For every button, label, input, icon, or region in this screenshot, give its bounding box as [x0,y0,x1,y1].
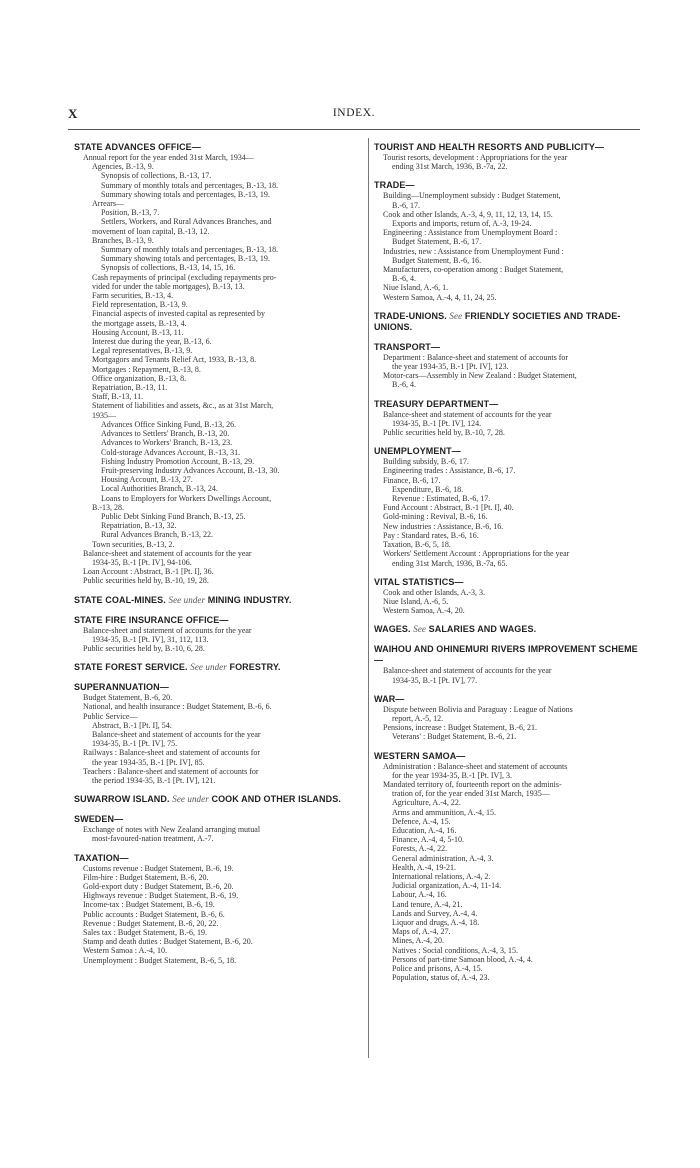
index-line: Public securities held by, B.-10, 7, 28. [383,428,505,438]
index-line: Niue Island, A.-6, 5. [383,596,449,606]
see-reference-label: See under [168,594,206,605]
index-heading [74,662,362,673]
index-heading [374,142,642,153]
index-heading [374,342,642,353]
index-line: Annual report for the year ended 31st March, 1934— [83,153,254,162]
index-entry [74,595,362,606]
index-line: Teachers : Balance-sheet and statement of accounts for [83,766,259,776]
index-heading [374,624,642,635]
index-heading [374,577,642,588]
index-line: 1934-35, B.-1 [Pt. IV], 75. [92,739,178,749]
index-line: Niue Island, A.-6, 1. [383,283,449,293]
index-line: Statement of liabilities and assets, &c., as at 31st March, [92,401,274,411]
index-line: General administration, A.-4, 3. [392,853,494,863]
see-reference-label: See [449,310,463,321]
index-line: Financial aspects of invested capital as represented by [92,309,266,319]
index-heading-text: TRADE— [374,180,415,191]
index-line: Finance, B.-6, 17. [383,475,441,485]
index-heading-text: WAIHOU AND OHINEMURI RIVERS IMPROVEMENT SCHEME— [374,644,638,666]
index-line: Synopsis of collections, B.-13, 14, 15, 16. [101,263,236,273]
index-line: 1934-35, B.-1 [Pt. IV], 77. [392,675,478,685]
index-heading-text: TRADE-UNIONS. [374,310,447,321]
index-line: Pay : Standard rates, B.-6, 16. [383,530,479,540]
index-line: Education, A.-4, 16. [392,825,457,835]
index-line: New industries : Assistance, B.-6, 16. [383,521,504,531]
index-entry [374,644,642,684]
index-line: Revenue : Estimated, B.-6, 17. [392,494,491,504]
cross-reference: MINING INDUSTRY. [207,594,292,605]
index-heading [374,399,642,410]
index-line: Arrears— [92,199,124,209]
index-entry [374,399,642,438]
index-line: Cook and other Islands, A.-3, 3. [383,587,485,597]
index-heading [374,180,642,191]
index-heading [374,311,642,333]
index-line: Balance-sheet and statement of accounts for the year [92,729,261,739]
index-line: Defence, A.-4, 15. [392,816,451,826]
index-line: Railways : Balance-sheet and statement of accounts for [83,748,261,758]
index-heading-text: WESTERN SAMOA— [374,750,466,761]
index-line: Agencies, B.-13, 9. [92,162,154,172]
index-entry [74,794,362,805]
index-line: Agriculture, A.-4, 22. [392,798,461,808]
index-line: Arms and ammunition, A.-4, 15. [392,807,496,817]
index-line: Building—Unemployment subsidy : Budget Statement, [383,191,561,201]
page-number: X [68,106,78,121]
index-line: Stamp and death duties : Budget Statement, B.-6, 20. [83,937,253,947]
index-line: Exchange of notes with New Zealand arranging mutual [83,825,261,835]
index-line: Repatriation, B.-13, 11. [92,383,168,393]
index-line: Fishing Industry Promotion Account, B.-13, 29. [101,456,255,466]
index-line: Labour, A.-4, 16. [392,890,447,900]
index-heading-text: STATE ADVANCES OFFICE— [74,142,201,152]
index-line: the mortgage assets, B.-13, 4. [92,318,187,328]
index-heading-text: STATE COAL-MINES. [74,594,166,605]
index-line: Rural Advances Branch, B.-13, 22. [101,530,213,540]
index-line: Summary showing totals and percentages, B.-13, 19. [101,189,270,199]
index-entry [74,662,362,673]
index-line: Health, A.-4, 19-21. [392,862,456,872]
index-line: National, and health insurance : Budget Statement, B.-6, 6. [83,702,272,712]
index-line: Synopsis of collections, B.-13, 17. [101,171,212,181]
index-line: Highways revenue : Budget Statement, B.-6, 19. [83,891,239,901]
index-heading [374,446,642,457]
index-line: Budget Statement, B.-6, 20. [83,693,173,703]
index-line: Office organization, B.-13, 8. [92,373,187,383]
index-line: Mortgages : Repayment, B.-13, 8. [92,364,201,374]
index-line: Lands and Survey, A.-4, 4. [392,908,478,918]
index-line: Public accounts : Budget Statement, B.-6, 6. [83,909,225,919]
index-line: Building subsidy, B.-6, 17. [383,457,469,467]
index-line: Public Service— [83,711,138,721]
index-line: Field representation, B.-13, 9. [92,300,188,310]
index-line: Public Debt Sinking Fund Branch, B.-13, 25. [101,511,246,521]
index-line: Balance-sheet and statement of accounts for the year [83,548,252,558]
index-line: Mines, A.-4, 20. [392,936,444,946]
index-line: Budget Statement, B.-6, 16. [392,255,482,265]
index-line: Exports and imports, return of, A.-3, 19-24. [392,219,532,229]
index-line: ending 31st March, 1936, B.-7a, 22. [392,162,508,172]
index-heading-text: SUWARROW ISLAND. [74,794,170,805]
index-entry [374,180,642,301]
index-entry [374,446,642,567]
see-reference-label: See under [190,662,227,673]
index-line: Farm securities, B.-13, 4. [92,291,174,301]
cross-reference: FORESTRY. [229,662,281,673]
index-heading-text: STATE FOREST SERVICE. [74,662,188,673]
index-line: B.-6, 4. [392,380,416,390]
index-line: Forests, A.-4, 22. [392,844,448,854]
index-line: Cash repayments of principal (excluding repayments pro- [92,272,277,282]
index-line: Mortgagors and Tenants Relief Act, 1933, B.-13, 8. [92,355,257,365]
index-line: Summary of monthly totals and percentages, B.-13, 18. [101,245,279,255]
index-line: most-favoured-nation treatment, A.-7. [92,834,214,844]
index-line: Public securities held by, B.-10, 6, 28. [83,643,205,653]
index-heading-text: TOURIST AND HEALTH RESORTS AND PUBLICITY— [374,142,605,152]
index-line: Local Authorities Branch, B.-13, 24. [101,484,218,494]
see-reference-label: See under [172,794,209,805]
index-heading-text: STATE FIRE INSURANCE OFFICE— [74,614,229,625]
index-heading [374,751,642,762]
index-line: tration of, for the year ended 31st March, 1935— [392,789,550,799]
index-line: Budget Statement, B.-6, 17. [392,237,482,247]
cross-reference: FRIENDLY SOCIETIES AND TRADE-UNIONS. [374,310,621,332]
index-line: Balance-sheet and statement of accounts for the year [383,409,552,419]
index-line: Loans to Employers for Workers Dwellings Account, [101,493,272,503]
index-entry [374,751,642,983]
index-line: 1934-35, B.-1 [Pt. IV], 94-106. [92,557,192,567]
index-line: Unemployment : Budget Statement, B.-6, 5, 18. [83,955,237,965]
index-line: Loan Account : Abstract, B.-1 [Pt. I], 36. [83,567,214,577]
index-line: Interest due during the year, B.-13, 6. [92,337,212,347]
index-line: Advances Office Sinking Fund, B.-13, 26. [101,419,237,429]
index-line: Pensions, increase : Budget Statement, B.-6, 21. [383,723,537,733]
index-heading [74,814,362,825]
index-line: Manufacturers, co-operation among : Budget Statement, [383,265,564,275]
index-line: Police and prisons, A.-4, 15. [392,964,483,973]
index-line: Town securities, B.-13, 2. [92,539,175,549]
index-entry [374,342,642,390]
index-entry [374,577,642,616]
index-line: Customs revenue : Budget Statement, B.-6, 19. [83,863,234,873]
index-entry [374,694,642,742]
index-line: 1934-35, B.-1 [Pt. IV], 31, 112, 113. [92,634,209,644]
index-heading-text: WAR— [374,693,405,704]
index-line: Liquor and drugs, A.-4, 18. [392,917,480,927]
index-entry [74,142,362,586]
index-line: 1935— [92,410,116,420]
index-line: report, A.-5, 12. [392,713,444,723]
index-line: Income-tax : Budget Statement, B.-6, 19. [83,900,215,910]
index-column-right [374,142,642,991]
index-heading-text: WAGES. [374,624,411,635]
page-title: INDEX. [332,107,376,119]
index-line: Finance, A.-4, 4, 5-10. [392,835,464,845]
index-line: Land tenure, A.-4, 21. [392,899,463,909]
index-line: Fund Account : Abstract, B.-1 [Pt. I], 40. [383,503,514,513]
index-heading-text: SWEDEN— [74,814,124,825]
index-line: Public securities held by, B.-10, 19, 28. [83,576,209,586]
index-entry [374,142,642,171]
index-line: Veterans' : Budget Statement, B.-6, 21. [392,732,517,742]
index-line: Engineering trades : Assistance, B.-6, 17. [383,466,516,476]
index-line: the period 1934-35, B.-1 [Pt. IV], 121. [92,775,216,785]
index-line: B.-13, 28. [92,502,124,512]
index-heading [374,644,642,666]
page-header [68,106,640,122]
index-heading [74,615,362,626]
index-line: vided for under the table mortgages), B.-13, 13. [92,281,245,291]
index-column-left [74,142,362,974]
header-rule [68,129,640,130]
index-line: B.-6, 17. [392,200,420,210]
index-line: 1934-35, B.-1 [Pt. IV], 124. [392,418,482,428]
see-reference-label: See [413,624,427,635]
index-line: Mandated territory of, fourteenth report on the adminis- [383,779,562,789]
index-line: Persons of part-time Samoan blood, A.-4, 4. [392,954,533,964]
index-heading [74,853,362,864]
cross-reference: SALARIES AND WAGES. [428,624,537,635]
index-line: movement of loan capital, B.-13, 12. [92,226,210,236]
index-line: Settlers, Workers, and Rural Advances Branches, and [101,217,272,227]
index-line: Legal representatives, B.-13, 9. [92,346,193,356]
index-line: Maps of, A.-4, 27. [392,927,451,937]
index-heading-text: SUPERANNUATION— [74,682,169,693]
index-line: Housing Account, B.-13, 11. [92,327,184,337]
index-line: Cold-storage Advances Account, B.-13, 31. [101,447,241,457]
index-heading [74,595,362,606]
index-heading [74,794,362,805]
index-line: Balance-sheet and statement of accounts for the year [83,625,252,635]
index-line: Staff, B.-13, 11. [92,392,144,402]
index-line: International relations, A.-4, 2. [392,871,491,881]
index-line: Tourist resorts, development : Appropriations for the year [383,153,568,162]
index-line: Natives : Social conditions, A.-4, 3, 15. [392,945,518,955]
index-line: Taxation, B.-6, 5, 18. [383,540,451,550]
index-line: Advances to Workers' Branch, B.-13, 23. [101,438,233,448]
index-heading-text: TAXATION— [74,852,129,863]
index-line: Sales tax : Budget Statement, B.-6, 19. [83,928,207,938]
index-line: the year 1934-35, B.-1 [Pt. IV], 123. [392,362,509,372]
index-line: Motor-cars—Assembly in New Zealand : Budget Statement, [383,371,577,381]
index-line: Department : Balance-sheet and statement of accounts for [383,352,569,362]
index-line: Balance-sheet and statement of accounts for the year [383,666,552,676]
index-line: Film-hire : Budget Statement, B.-6, 20. [83,872,209,882]
index-line: Judicial organization, A.-4, 11-14. [392,881,502,891]
index-heading [74,142,362,153]
index-line: Workers' Settlement Account : Appropriations for the year [383,549,570,559]
index-entry [374,311,642,333]
index-line: Position, B.-13, 7. [101,208,160,218]
index-line: Dispute between Bolivia and Paraguay : League of Nations [383,704,573,714]
index-heading-text: TRANSPORT— [374,341,440,352]
index-heading [374,694,642,705]
index-line: ending 31st March, 1936, B.-7a, 65. [392,558,508,568]
index-heading-text: TREASURY DEPARTMENT— [374,398,499,409]
index-line: Expenditure, B.-6, 18. [392,484,464,494]
index-line: Western Samoa, A.-4, 20. [383,606,465,616]
index-line: Advances to Settlers' Branch, B.-13, 20. [101,429,230,439]
cross-reference: COOK AND OTHER ISLANDS. [211,794,341,805]
index-line: Industries, new : Assistance from Unemployment Fund : [383,246,564,256]
index-entry [374,624,642,635]
index-entry [74,615,362,654]
index-heading-text: VITAL STATISTICS— [374,576,464,587]
index-heading [74,682,362,693]
index-line: the year 1934-35, B.-1 [Pt. IV], 85. [92,757,205,767]
index-line: Cook and other Islands, A.-3, 4, 9, 11, 12, 13, 14, 15. [383,209,553,219]
column-divider [368,138,369,1058]
index-line: Revenue : Budget Statement, B.-6, 20, 22. [83,918,219,928]
index-entry [74,853,362,965]
index-line: Abstract, B.-1 [Pt. I], 54. [92,720,172,730]
index-line: Gold-export duty : Budget Statement, B.-6, 20. [83,882,234,891]
index-heading-text: UNEMPLOYMENT— [374,446,461,457]
index-line: Fruit-preserving Industry Advances Account, B.-13, 30. [101,465,280,475]
index-line: Repatriation, B.-13, 32. [101,521,177,531]
index-line: Summary showing totals and percentages, B.-13, 19. [101,254,270,264]
index-line: B.-6, 4. [392,274,416,284]
index-line: Summary of monthly totals and percentages, B.-13, 18. [101,180,279,190]
index-line: Western Samoa : A.-4, 10. [83,946,168,956]
index-entry [74,814,362,843]
index-line: Administration : Balance-sheet and statement of accounts [383,761,568,771]
index-line: Population, status of, A.-4, 23. [392,973,490,983]
index-line: Gold-mining : Revival, B.-6, 16. [383,512,488,522]
index-line: Western Samoa, A.-4, 4, 11, 24, 25. [383,292,497,302]
index-line: Housing Account, B.-13, 27. [101,475,193,485]
index-line: Branches, B.-13, 9. [92,235,154,245]
index-line: for the year 1934-35, B.-1 [Pt. IV], 3. [392,770,512,780]
index-entry [74,682,362,785]
index-line: Engineering : Assistance from Unemployment Board : [383,228,558,238]
